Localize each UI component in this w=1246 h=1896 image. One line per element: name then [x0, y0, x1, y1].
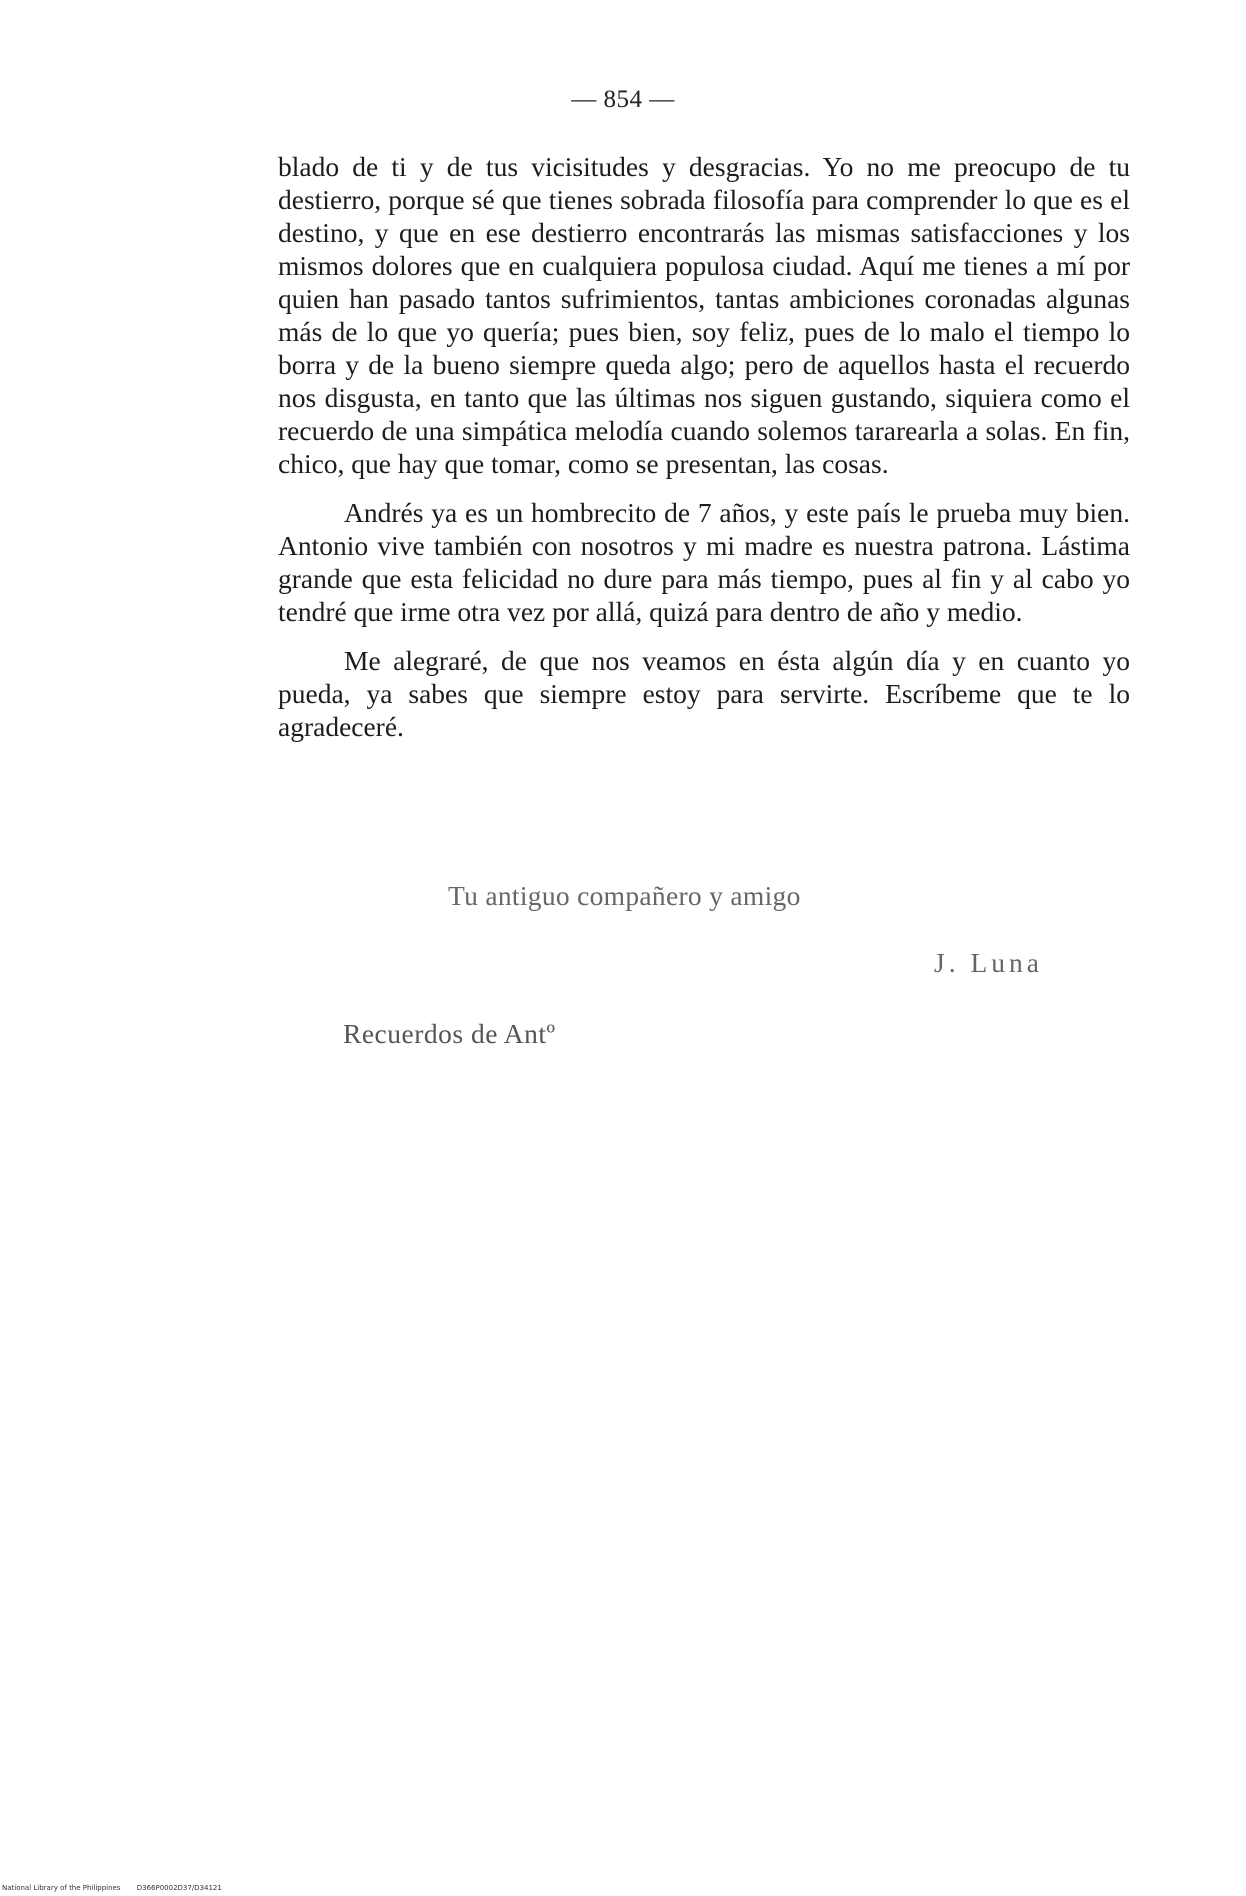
scan-footer	[2, 1884, 222, 1892]
footer-record-id: D366P0002D37/D34121	[136, 1884, 222, 1892]
letter-paragraph-3: Me alegraré, de que nos veamos en ésta algún día y en cuanto yo pueda, ya sabes que siempre estoy para servirte. Escríbeme que te lo agradeceré.	[278, 645, 1130, 742]
letter-signature: J. Luna	[934, 947, 1043, 978]
page-number: — 854 —	[571, 86, 675, 113]
letter-paragraph-1: blado de ti y de tus vicisitudes y desgracias. Yo no me preocupo de tu destierro, porque sé que tienes sobrada filosofía para comprender lo que es el destino, y que en ese destierro encontrarás las mismas satisfacciones y los mismos dolores que en cualquiera populosa ciudad. Aquí me tienes a mí por quien han pasado tantos sufrimientos, tantas ambiciones coronadas algunas más de lo que yo quería; pues bien, soy feliz, pues de lo malo el tiempo lo borra y de la bueno siempre queda algo; pero de aquellos hasta el recuerdo nos disgusta, en tanto que las últimas nos siguen gustando, siquiera como el recuerdo de una simpática melodía cuando solemos tararearla a solas. En fin, chico, que hay que tomar, como se presentan, las cosas.	[278, 151, 1130, 479]
letter-body	[278, 150, 1130, 743]
letter-postscript: Recuerdos de Antº	[343, 1018, 556, 1049]
letter-paragraph-2: Andrés ya es un hombrecito de 7 años, y este país le prueba muy bien. Antonio vive también con nosotros y mi madre es nuestra patrona. Lástima grande que esta felicidad no dure para más tiempo, pues al fin y al cabo yo tendré que irme otra vez por allá, quizá para dentro de año y medio.	[278, 497, 1130, 627]
letter-closing: Tu antiguo compañero y amigo	[448, 880, 801, 911]
footer-library: National Library of the Philippines	[2, 1884, 121, 1892]
